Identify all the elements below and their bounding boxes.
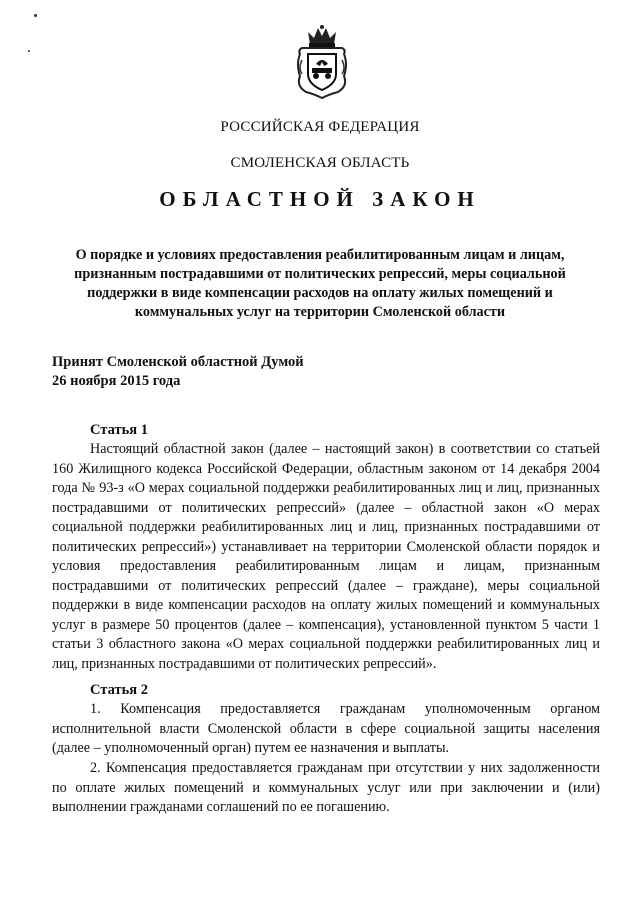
adoption-info bbox=[52, 353, 304, 391]
country-name: РОССИЙСКАЯ ФЕДЕРАЦИЯ bbox=[220, 119, 420, 135]
article-1-paragraph: Настоящий областной закон (далее – настоящий закон) в соответствии со статьей 160 Жилищного кодекса Российской Федерации, областным законом от 14 декабря 2004 года № 93-з «О мерах социальной поддержки реабилитированных лиц и лиц, признанных пострадавшими от политических репрессий» (далее – областной закон «О мерах социальной поддержки реабилитированных лиц и лиц, признанных пострадавшими от политических репрессий») устанавливает на территории Смоленской области порядок и условия предоставления реабилитированным лицам и лицам, признанным пострадавшими от политических репрессий (далее – граждане), меры социальной поддержки в виде компенсации расходов на оплату жилых помещений и коммунальных услуг в размере 50 процентов (далее – компенсация), установленной пунктом 5 части 1 статьи 3 областного закона «О мерах социальной поддержки реабилитированных лиц и лиц, признанных пострадавшими от политических репрессий». bbox=[52, 441, 600, 672]
law-title: О порядке и условиях предоставления реабилитированным лицам и лицам, признанным пострадавшими от политических репрессий, меры социальной поддержки в виде компенсации расходов на оплату жилых помещений и коммунальных услуг на территории Смоленской области bbox=[74, 247, 566, 320]
adopted-by: Принят Смоленской областной Думой bbox=[52, 354, 304, 370]
article-2-heading: Статья 2 bbox=[90, 682, 148, 698]
document-type: ОБЛАСТНОЙ ЗАКОН bbox=[159, 187, 481, 211]
region-name: СМОЛЕНСКАЯ ОБЛАСТЬ bbox=[230, 155, 410, 171]
article-2-paragraph-1: 1. Компенсация предоставляется гражданам уполномоченным органом исполнительной власти Смоленской области в сфере социальной защиты населения (далее – уполномоченный орган) путем ее назначения и выплаты. bbox=[52, 701, 600, 756]
adoption-date: 26 ноября 2015 года bbox=[52, 373, 181, 389]
article-1-heading: Статья 1 bbox=[90, 422, 148, 438]
article-2-paragraph-2: 2. Компенсация предоставляется гражданам при отсутствии у них задолженности по оплате жилых помещений и коммунальных услуг или при заключении и (или) выполнении гражданами соглашений по ее погашению. bbox=[52, 760, 600, 815]
scan-speck bbox=[28, 50, 30, 52]
coat-of-arms-icon bbox=[294, 24, 350, 100]
scan-speck bbox=[34, 14, 37, 17]
